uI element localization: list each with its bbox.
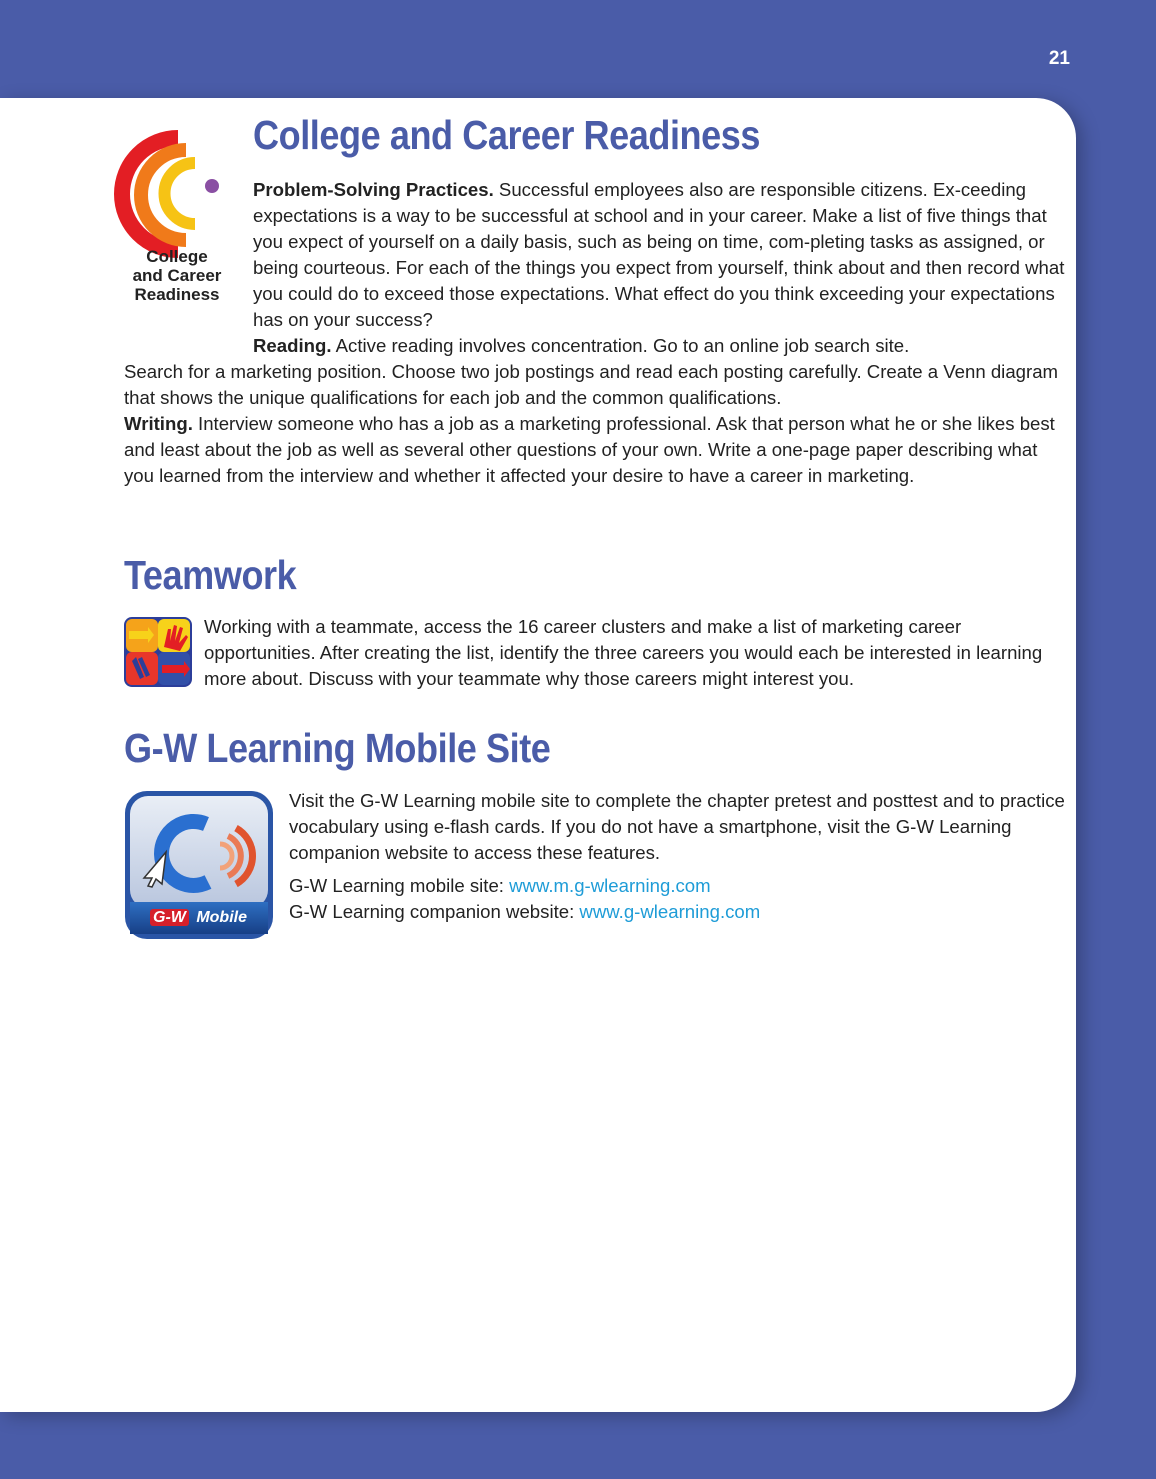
reading-text-a: Active reading involves concentration. Go to an online job search site. — [331, 335, 910, 356]
ccr-logo-label-line2: and Career — [132, 266, 222, 285]
ccr-logo-label — [120, 247, 234, 304]
ccr-paragraph — [253, 177, 1065, 359]
gw-text: Visit the G-W Learning mobile site to complete the chapter pretest and posttest and to practice vocabulary using e-flash cards. If you do not have a smartphone, visit the G-W Learning companion website to access these features. — [289, 790, 1065, 863]
teamwork-title: Teamwork — [124, 552, 297, 598]
ccr-logo-label-line1: College — [146, 247, 208, 266]
reading-heading: Reading. — [253, 335, 332, 356]
page-number: 21 — [1048, 48, 1070, 69]
mobile-site-label: G-W Learning mobile site: — [289, 875, 510, 896]
problem-heading: Problem-Solving Practices. — [253, 179, 494, 200]
ccr-title: College and Career Readiness — [253, 112, 761, 158]
mobile-site-link[interactable]: www.m.g-wlearning.com — [509, 875, 711, 896]
ccr-logo-label-line3: Readiness — [134, 285, 220, 304]
companion-site-link[interactable]: www.g-wlearning.com — [579, 901, 761, 922]
writing-text: Interview someone who has a job as a marketing professional. Ask that person what he or she likes best and least about the job as well as several other questions of your own. Write a one-page paper describing what you learned from the interview and whether it affected your desire to have a career in marketing. — [124, 413, 1055, 486]
teamwork-hands-icon — [124, 617, 192, 687]
gw-title: G-W Learning Mobile Site — [124, 725, 551, 771]
reading-text-b: Search for a marketing position. Choose two job postings and read each posting carefully. Create a Venn diagram that shows the unique qualifications for each job and the common qualifications. — [124, 361, 1059, 408]
gw-mobile-icon — [124, 790, 274, 940]
ccr-paragraph-continued — [124, 359, 1064, 489]
writing-heading: Writing. — [124, 413, 193, 434]
gw-links — [289, 873, 1065, 925]
companion-site-label: G-W Learning companion website: — [289, 901, 580, 922]
problem-text: Successful employees also are responsible citizens. Ex-ceeding expectations is a way to be successful at school and in your career. Make a list of five things that you expect of yourself on a daily basis, such as being on time, com-pleting tasks as assigned, or being courteous. For each of the things you expect from yourself, think about and then record what you could do to exceed those expectations. What effect do you think exceeding your expectations has on your success? — [253, 179, 1065, 330]
gw-icon-text: Mobile — [196, 909, 247, 926]
teamwork-text: Working with a teammate, access the 16 career clusters and make a list of marketing career opportunities. After creating the list, identify the three careers you would each be interested in learning more about. Discuss with your teammate why those careers might interest you. — [204, 616, 1043, 689]
gw-icon-badge: G-W — [150, 909, 189, 926]
